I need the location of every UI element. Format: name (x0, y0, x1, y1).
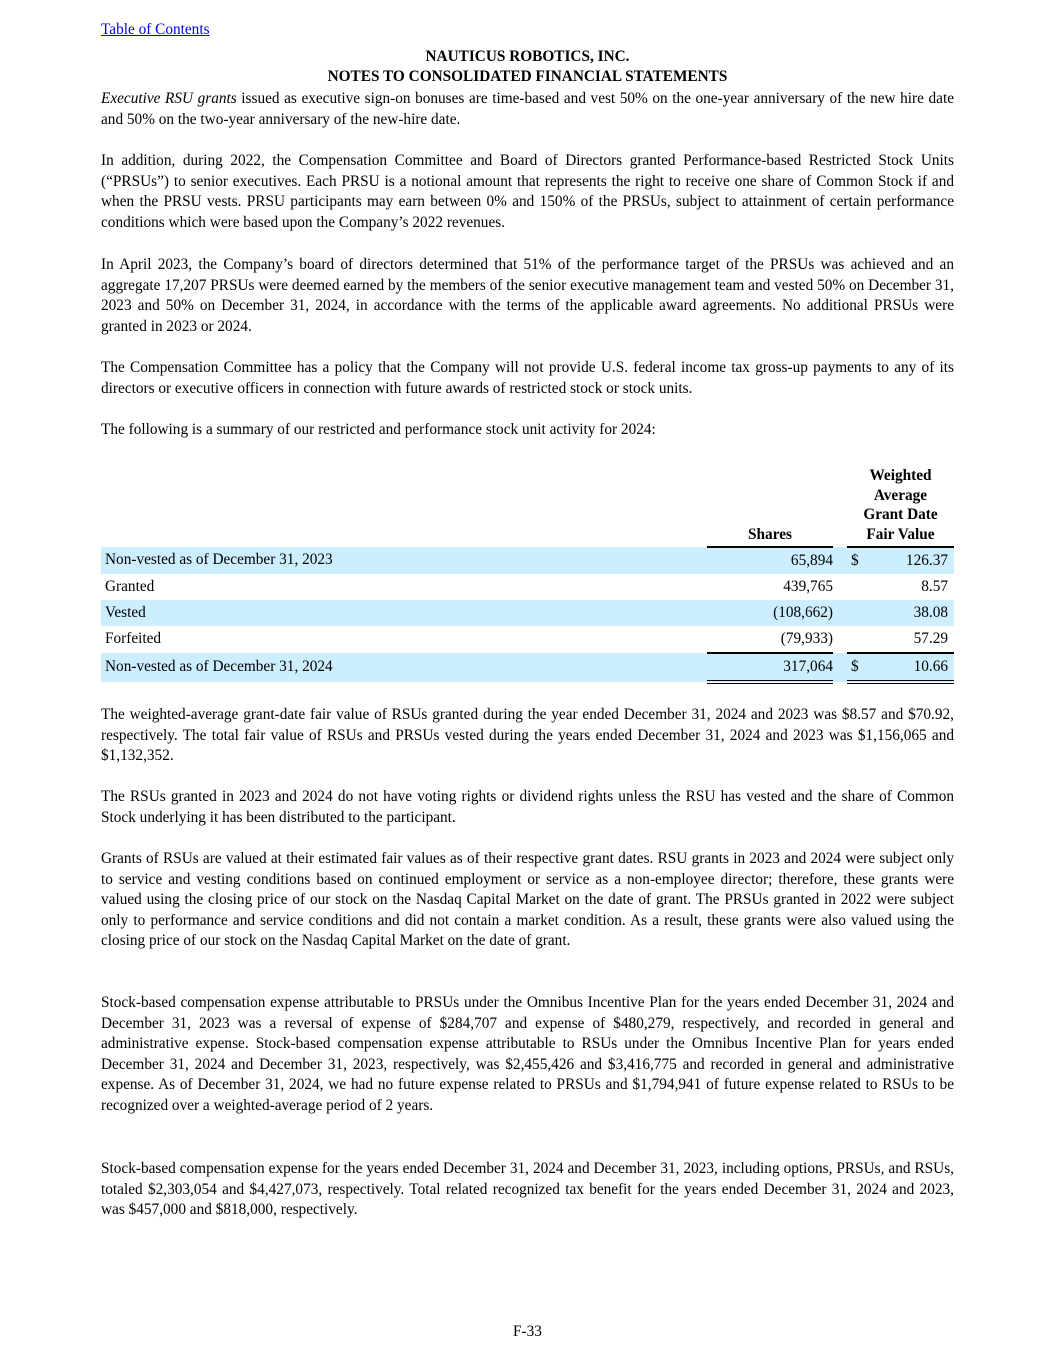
executive-rsu-term: Executive RSU grants (101, 90, 237, 107)
row-label: Non-vested as of December 31, 2023 (101, 547, 707, 574)
shares-value: 65,894 (707, 547, 833, 574)
company-name: NAUTICUS ROBOTICS, INC. (425, 48, 630, 65)
dollar-sign (847, 600, 867, 626)
row-label: Vested (101, 600, 707, 626)
paragraph-weighted-average: The weighted-average grant-date fair value of RSUs granted during the year ended December 31, 2024 and 2023 was $8.57 and $70.92, respectively. The total fair value of RSUs and PRSUs vested during the years ended December 31, 2024 and 2023 was $1,156,065 and $1,132,352. (101, 706, 954, 765)
row-label: Granted (105, 577, 155, 595)
fair-value: 57.29 (913, 629, 948, 647)
table-row (101, 600, 954, 626)
fair-value: 38.08 (867, 600, 954, 626)
fair-value: 126.37 (867, 547, 954, 574)
dollar-sign (847, 626, 867, 653)
page-title: NOTES TO CONSOLIDATED FINANCIAL STATEMENTS (327, 68, 728, 85)
table-of-contents-link[interactable]: Table of Contents (101, 21, 210, 38)
page-number: F-33 (513, 1323, 542, 1340)
paragraph-omnibus-expense: Stock-based compensation expense attributable to PRSUs under the Omnibus Incentive Plan for the years ended December 31, 2024 and December 31, 2023 was a reversal of expense of $284,707 and expense of $480,279, respectively, and recorded in general and administrative expense. Stock-based compensation expense attributable to RSUs under the Omnibus Incentive Plan for years ended December 31, 2024 and December 31, 2023, respectively, was $2,455,426 and $3,416,775 and recorded in general and administrative expense. As of December 31, 2024, we had no future expense related to PRSUs and $1,794,941 of future expense related to RSUs to be recognized over a weighted-average period of 2 years. (101, 994, 954, 1114)
paragraph-voting-rights: The RSUs granted in 2023 and 2024 do not have voting rights or dividend rights unless the RSU has vested and the share of Common Stock underlying it has been distributed to the participant. (101, 788, 954, 826)
shares-value: 317,064 (707, 653, 833, 682)
table-row (101, 574, 954, 600)
rsu-activity-table (101, 466, 954, 684)
table-row (101, 547, 954, 574)
paragraph-executive-rsu: Executive RSU grants issued as executive sign-on bonuses are time-based and vest 50% on the one-year anniversary of the new hire date and 50% on the two-year anniversary of the new-hire date. (101, 90, 954, 128)
shares-value: 439,765 (783, 577, 833, 595)
paragraph-prsu-grant: In addition, during 2022, the Compensation Committee and Board of Directors granted Performance-based Restricted Stock Units (“PRSUs”) to senior executives. Each PRSU is a notional amount that represents the right to receive one share of Common Stock if and when the PRSU vests. PRSU participants may earn between 0% and 150% of the PRSUs, subject to attainment of certain performance conditions which were based upon the Company’s 2022 revenues. (101, 152, 954, 231)
paragraph-valuation: Grants of RSUs are valued at their estimated fair values as of their respective grant dates. RSU grants in 2023 and 2024 were subject only to service and vesting conditions based on continued employment or service as a non-employee director; therefore, these grants were valued using the closing price of our stock on the Nasdaq Capital Market on the date of grant. The PRSUs granted in 2022 were subject only to performance and service conditions and did not contain a market condition. As a result, these grants were also valued using the closing price of our stock on the Nasdaq Capital Market on the date of grant. (101, 850, 954, 950)
fair-value-header: Weighted Average Grant Date Fair Value (847, 466, 954, 547)
fair-value: 10.66 (867, 653, 954, 682)
dollar-sign: $ (847, 547, 867, 574)
row-label: Non-vested as of December 31, 2024 (101, 653, 707, 682)
fair-value: 8.57 (921, 577, 948, 595)
row-label: Forfeited (105, 630, 162, 648)
paragraph-table-intro: The following is a summary of our restricted and performance stock unit activity for 2024: (101, 421, 656, 438)
dollar-sign: $ (847, 653, 867, 682)
paragraph-total-expense: Stock-based compensation expense for the years ended December 31, 2024 and December 31, 2023, including options, PRSUs, and RSUs, totaled $2,303,054 and $4,427,073, respectively. Total related recognized tax benefit for the years ended December 31, 2024 and 2023, was $457,000 and $818,000, respectively. (101, 1160, 954, 1219)
paragraph-prsu-vesting: In April 2023, the Company’s board of directors determined that 51% of the performance target of the PRSUs was achieved and an aggregate 17,207 PRSUs were deemed earned by the members of the senior executive management team and vested 50% on December 31, 2023 and 50% on December 31, 2024, in accordance with the terms of the applicable award agreements. No additional PRSUs were granted in 2023 or 2024. (101, 256, 954, 335)
shares-value: (108,662) (707, 600, 833, 626)
table-row-total (101, 653, 954, 682)
shares-header: Shares (707, 466, 833, 547)
shares-value: (79,933) (780, 629, 833, 647)
paragraph-gross-up-policy: The Compensation Committee has a policy that the Company will not provide U.S. federal income tax gross-up payments to any of its directors or executive officers in connection with future awards of restricted stock or stock units. (101, 359, 954, 397)
dollar-sign (847, 574, 867, 600)
table-row (101, 626, 954, 653)
